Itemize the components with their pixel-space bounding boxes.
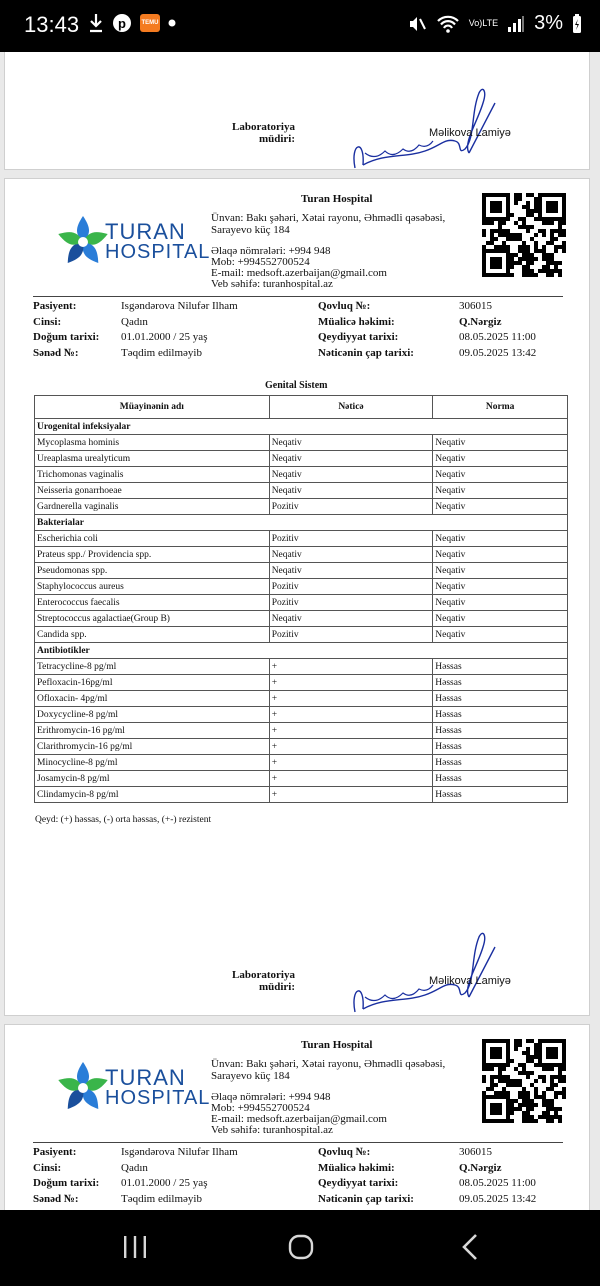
svg-text:p: p	[118, 16, 126, 31]
patient-info-labels: Pasiyent: Cinsi: Doğum tarixi: Sənəd №:	[33, 300, 100, 359]
norm-cell: Neqativ	[433, 467, 568, 483]
result-cell: Neqativ	[269, 467, 433, 483]
table-row	[35, 627, 568, 643]
legend-note: Qeyd: (+) həssas, (-) orta həssas, (+-) rezistent	[35, 815, 212, 825]
patient-document: Təqdim edilməyib	[121, 1192, 202, 1205]
document-viewer[interactable]	[0, 52, 600, 1210]
test-name-cell: Clindamycin-8 pg/ml	[35, 787, 270, 803]
test-name-cell: Pseudomonas spp.	[35, 563, 270, 579]
battery-charging-icon	[572, 14, 582, 34]
registration-date: 08.05.2025 11:00	[459, 331, 536, 343]
notification-dot-icon	[168, 19, 176, 27]
result-cell: Neqativ	[269, 611, 433, 627]
norm-cell: Neqativ	[433, 531, 568, 547]
group-header-row	[35, 419, 568, 435]
result-cell: +	[269, 771, 433, 787]
section-title: Genital Sistem	[265, 380, 328, 391]
group-title: Urogenital infeksiyalar	[35, 419, 568, 435]
table-row	[35, 787, 568, 803]
test-name-cell: Doxycycline-8 pg/ml	[35, 707, 270, 723]
patient-name: Isgəndərova Nilufər Ilham	[121, 300, 238, 312]
table-row	[35, 675, 568, 691]
result-cell: +	[269, 659, 433, 675]
folder-number: 306015	[459, 1146, 492, 1158]
print-date: 09.05.2025 13:42	[459, 346, 537, 359]
test-name-cell: Neisseria gonarrhoeae	[35, 483, 270, 499]
hospital-name: Turan Hospital	[301, 1039, 373, 1051]
status-bar	[0, 0, 600, 52]
folder-number: 306015	[459, 300, 492, 312]
patient-birth: 01.01.2000 / 25 yaş	[121, 1177, 208, 1189]
norm-cell: Neqativ	[433, 451, 568, 467]
norm-cell: Həssas	[433, 739, 568, 755]
patient-gender: Qadın	[121, 315, 148, 328]
norm-cell: Həssas	[433, 787, 568, 803]
result-cell: Neqativ	[269, 435, 433, 451]
battery-percent: 3%	[534, 12, 563, 34]
hospital-address: Ünvan: Bakı şəhəri, Xətai rayonu, Əhmədli qəsəbəsi, Sarayevo küç 184	[211, 212, 446, 236]
norm-cell: Həssas	[433, 659, 568, 675]
patient-info-values	[121, 299, 238, 361]
table-row	[35, 595, 568, 611]
table-row	[35, 771, 568, 787]
result-cell: +	[269, 707, 433, 723]
group-header-row	[35, 643, 568, 659]
hospital-name: Turan Hospital	[301, 193, 373, 205]
back-icon[interactable]	[456, 1232, 486, 1262]
download-icon	[88, 13, 104, 33]
patient-birth: 01.01.2000 / 25 yaş	[121, 331, 208, 343]
result-cell: Neqativ	[269, 451, 433, 467]
pinterest-icon	[112, 13, 132, 33]
test-name-cell: Erithromycin-16 pg/ml	[35, 723, 270, 739]
test-name-cell: Ureaplasma urealyticum	[35, 451, 270, 467]
table-row	[35, 451, 568, 467]
signal-icon	[507, 15, 525, 33]
qr-code	[482, 193, 566, 277]
table-row	[35, 579, 568, 595]
patient-document: Təqdim edilməyib	[121, 346, 202, 359]
norm-cell: Həssas	[433, 707, 568, 723]
norm-cell: Neqativ	[433, 435, 568, 451]
norm-cell: Neqativ	[433, 483, 568, 499]
group-title: Bakterialar	[35, 515, 568, 531]
patient-info-values	[121, 1145, 238, 1207]
table-row	[35, 531, 568, 547]
test-name-cell: Pefloxacin-16pg/ml	[35, 675, 270, 691]
result-cell: Pozitiv	[269, 595, 433, 611]
logo-text-turan: TURAN	[105, 1065, 186, 1090]
navigation-bar	[0, 1210, 600, 1286]
patient-info-labels: Pasiyent: Cinsi: Doğum tarixi: Sənəd №:	[33, 1146, 100, 1205]
test-name-cell: Gardnerella vaginalis	[35, 499, 270, 515]
norm-cell: Həssas	[433, 691, 568, 707]
col-header-norm: Norma	[433, 396, 568, 419]
hospital-address: Ünvan: Bakı şəhəri, Xətai rayonu, Əhmədli qəsəbəsi, Sarayevo küç 184	[211, 1058, 446, 1082]
recent-apps-icon[interactable]	[120, 1232, 150, 1262]
clock: 13:43	[24, 12, 80, 37]
norm-cell: Həssas	[433, 723, 568, 739]
test-name-cell: Josamycin-8 pg/ml	[35, 771, 270, 787]
test-name-cell: Trichomonas vaginalis	[35, 467, 270, 483]
table-row	[35, 435, 568, 451]
result-cell: Pozitiv	[269, 627, 433, 643]
signature-image	[345, 927, 505, 1017]
turan-hospital-logo-icon	[55, 1060, 111, 1116]
signature-label: Laboratoriya müdiri:	[232, 121, 295, 145]
group-header-row	[35, 515, 568, 531]
signature-name: Məlikova Lamiyə	[429, 975, 511, 987]
hospital-contacts: Əlaqə nömrələri: +994 948 Mob: +994552700524 E-mail: medsoft.azerbaijan@gmail.com Veb səhifə: turanhospital.az	[211, 245, 387, 290]
results-table	[34, 395, 568, 803]
table-row	[35, 691, 568, 707]
patient-gender: Qadın	[121, 1161, 148, 1174]
test-name-cell: Clarithromycin-16 pg/ml	[35, 739, 270, 755]
norm-cell: Həssas	[433, 675, 568, 691]
table-row	[35, 659, 568, 675]
logo-text-hospital: HOSPITAL	[105, 1087, 211, 1109]
test-name-cell: Staphylococcus aureus	[35, 579, 270, 595]
norm-cell: Neqativ	[433, 627, 568, 643]
logo-text-hospital: HOSPITAL	[105, 241, 211, 263]
test-name-cell: Prateus spp./ Providencia spp.	[35, 547, 270, 563]
table-row	[35, 611, 568, 627]
col-header-name: Müayinənin adı	[35, 396, 270, 419]
signature-label: Laboratoriya müdiri:	[232, 969, 295, 993]
table-row	[35, 547, 568, 563]
doctor-name: Q.Nərgiz	[459, 1161, 502, 1174]
table-row	[35, 739, 568, 755]
test-name-cell: Streptococcus agalactiae(Group B)	[35, 611, 270, 627]
table-row	[35, 723, 568, 739]
table-row	[35, 483, 568, 499]
test-name-cell: Escherichia coli	[35, 531, 270, 547]
col-header-result: Nəticə	[269, 396, 433, 419]
test-name-cell: Mycoplasma hominis	[35, 435, 270, 451]
norm-cell: Neqativ	[433, 595, 568, 611]
table-row	[35, 499, 568, 515]
page-1	[4, 52, 590, 170]
result-cell: +	[269, 691, 433, 707]
header-divider	[33, 296, 563, 297]
test-name-cell: Enterococcus faecalis	[35, 595, 270, 611]
visit-info-values	[459, 299, 536, 361]
test-name-cell: Tetracycline-8 pg/ml	[35, 659, 270, 675]
temu-app-icon: TEMU	[140, 14, 160, 32]
visit-info-labels: Qovluq №: Müalicə həkimi: Qeydiyyat tarixi: Nəticənin çap tarixi:	[318, 1146, 414, 1205]
test-name-cell: Candida spp.	[35, 627, 270, 643]
visit-info-labels: Qovluq №: Müalicə həkimi: Qeydiyyat tarixi: Nəticənin çap tarixi:	[318, 300, 414, 359]
result-cell: +	[269, 739, 433, 755]
table-row	[35, 707, 568, 723]
registration-date: 08.05.2025 11:00	[459, 1177, 536, 1189]
patient-name: Isgəndərova Nilufər Ilham	[121, 1146, 238, 1158]
result-cell: +	[269, 787, 433, 803]
wifi-icon	[436, 14, 460, 34]
norm-cell: Neqativ	[433, 547, 568, 563]
visit-info-values	[459, 1145, 536, 1207]
result-cell: Neqativ	[269, 547, 433, 563]
group-title: Antibiotikler	[35, 643, 568, 659]
home-icon[interactable]	[286, 1232, 316, 1262]
norm-cell: Həssas	[433, 755, 568, 771]
norm-cell: Neqativ	[433, 563, 568, 579]
result-cell: +	[269, 723, 433, 739]
header-divider	[33, 1142, 563, 1143]
signature-name: Məlikova Lamiyə	[429, 127, 511, 139]
doctor-name: Q.Nərgiz	[459, 315, 502, 328]
table-row	[35, 563, 568, 579]
result-cell: Neqativ	[269, 563, 433, 579]
logo-text-turan: TURAN	[105, 219, 186, 244]
qr-code	[482, 1039, 566, 1123]
table-header-row	[35, 396, 568, 419]
result-cell: +	[269, 755, 433, 771]
test-name-cell: Ofloxacin- 4pg/ml	[35, 691, 270, 707]
lte-indicator: Vo) LTE	[468, 18, 499, 28]
table-row	[35, 467, 568, 483]
result-cell: Pozitiv	[269, 531, 433, 547]
result-cell: +	[269, 675, 433, 691]
result-cell: Pozitiv	[269, 579, 433, 595]
result-cell: Neqativ	[269, 483, 433, 499]
norm-cell: Həssas	[433, 771, 568, 787]
norm-cell: Neqativ	[433, 611, 568, 627]
turan-hospital-logo-icon	[55, 214, 111, 270]
result-cell: Pozitiv	[269, 499, 433, 515]
test-name-cell: Minocycline-8 pg/ml	[35, 755, 270, 771]
print-date: 09.05.2025 13:42	[459, 1192, 537, 1205]
page-2	[4, 178, 590, 1016]
norm-cell: Neqativ	[433, 499, 568, 515]
page-3	[4, 1024, 590, 1210]
table-row	[35, 755, 568, 771]
hospital-contacts: Əlaqə nömrələri: +994 948 Mob: +994552700524 E-mail: medsoft.azerbaijan@gmail.com Veb səhifə: turanhospital.az	[211, 1091, 387, 1136]
mute-icon	[407, 14, 427, 34]
norm-cell: Neqativ	[433, 579, 568, 595]
